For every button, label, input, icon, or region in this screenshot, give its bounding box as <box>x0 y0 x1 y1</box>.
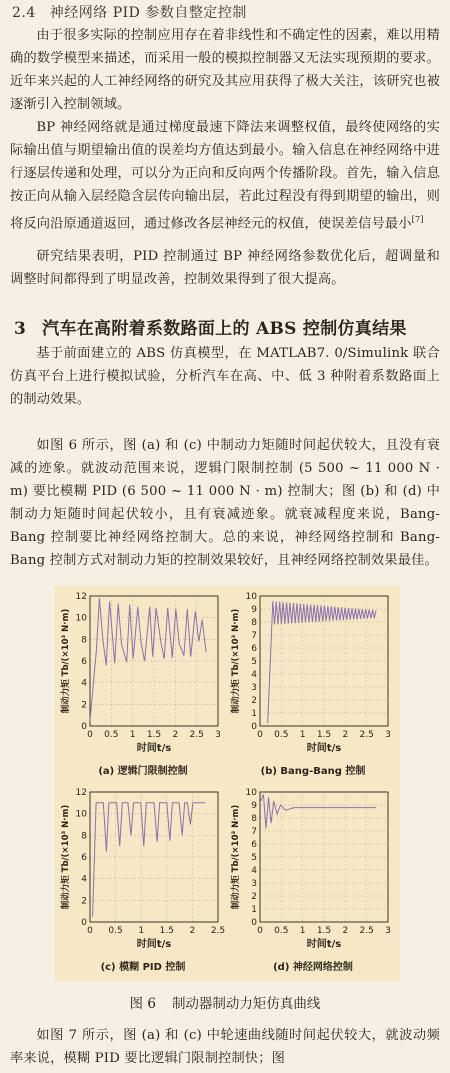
x-tick-label: 0.5 <box>274 926 289 936</box>
y-tick-label: 1 <box>251 905 257 915</box>
y-tick-label: 2 <box>251 892 257 902</box>
y-tick-label: 4 <box>81 874 87 885</box>
y-axis-label: 制动力矩 Tb/(×10³ N·m) <box>231 804 241 910</box>
y-tick-label: 8 <box>251 618 257 628</box>
y-tick-label: 6 <box>251 840 257 850</box>
citation: [7] <box>411 215 424 224</box>
x-tick-label: 1 <box>129 730 136 740</box>
paragraph-2 <box>10 116 440 235</box>
x-axis-label: 时间t/s <box>306 939 342 950</box>
y-tick-label: 0 <box>81 722 87 732</box>
y-tick-label: 0 <box>251 722 257 732</box>
y-tick-label: 10 <box>245 788 257 798</box>
y-tick-label: 12 <box>75 592 87 602</box>
subsection-heading <box>12 2 247 22</box>
caption-c: (c) 模糊 PID 控制 <box>100 962 186 973</box>
y-tick-label: 7 <box>251 631 257 641</box>
chart-d <box>228 786 398 956</box>
y-tick-label: 9 <box>251 605 257 615</box>
y-tick-label: 0 <box>81 918 87 928</box>
paragraph-5: 如图 6 所示，图 (a) 和 (c) 中制动力矩随时间起伏较大，且没有衰减的迹象。就波动范围来说，逻辑门限制控制 (5 500 ~ 11 000 N · m) 要比模糊 PID (6 500 ~ 11 000 N · m) 控制大；图 (b) 和 (d) 中制动力矩随时间起伏较小，且有衰减迹象。就衰减程度来说，Bang-Bang 控制要比神经网络控制大。总的来说，神经网络控制和 Bang-Bang 控制方式对制动力矩的控制效果较好，且神经网络控制效果最佳。 <box>10 438 440 568</box>
section-title: 汽车在高附着系数路面上的 ABS 控制仿真结果 <box>42 319 407 339</box>
x-tick-label: 1.5 <box>316 926 332 936</box>
figure-caption-title: 制动器制动力矩仿真曲线 <box>171 996 321 1012</box>
x-tick-label: 1 <box>138 926 145 936</box>
y-tick-label: 10 <box>75 809 87 820</box>
x-tick-label: 1.5 <box>316 730 332 740</box>
figure-caption-number: 图 6 <box>129 996 156 1012</box>
caption-a: (a) 逻辑门限制控制 <box>98 766 188 777</box>
series-line <box>90 598 206 720</box>
x-tick-label: 3 <box>215 730 221 740</box>
y-tick-label: 4 <box>251 670 257 680</box>
y-tick-label: 5 <box>251 853 257 863</box>
y-tick-label: 6 <box>81 657 87 667</box>
x-tick-label: 1.5 <box>146 730 162 740</box>
y-tick-label: 0 <box>251 918 257 928</box>
chart-a <box>58 590 228 760</box>
paragraph-3: 研究结果表明，PID 控制通过 BP 神经网络参数优化后，超调量和调整时间都得到了明显改善，控制效果得到了很大提高。 <box>10 249 440 287</box>
paragraph-1: 由于很多实际的控制应用存在着非线性和不确定性的因素，难以用精确的数学模型来描述，而采用一般的模拟控制器又无法实现预期的要求。近年来兴起的人工神经网络的研究及其应用获得了极大关注，该研究也被逐渐引入控制领域。 <box>10 28 440 112</box>
paragraph-2-text: BP 神经网络就是通过梯度最速下降法来调整权值，最终使网络的实际输出值与期望输出值的误差均方值达到最小。输入信息在神经网络中进行逐层传递和处理，可以分为正向和反向两个传播阶段。首先，输入信息按正向从输入层经隐含层传向输出层，若此过程没有得到期望的输出，则将反向沿原通道返回，通过修改各层神经元的权值，使误差信号最小 <box>10 120 440 232</box>
y-tick-label: 4 <box>81 678 87 689</box>
y-axis-label: 制动力矩 Tb/(×10³ N·m) <box>231 608 241 714</box>
y-axis-label: 制动力矩 Tb/(×10³ N·m) <box>61 608 71 714</box>
caption-d: (d) 神经网络控制 <box>273 962 353 973</box>
x-tick-label: 2 <box>189 926 196 936</box>
paragraph-6: 如图 7 所示，图 (a) 和 (c) 中轮速曲线随时间起伏较大，就波动频率来说，模糊 PID 要比逻辑门限制控制快；图 <box>10 1028 440 1066</box>
y-tick-label: 6 <box>251 644 257 654</box>
x-axis-label: 时间t/s <box>136 939 172 950</box>
series-line <box>268 601 376 723</box>
x-tick-label: 2.5 <box>359 926 374 936</box>
figure-caption <box>0 992 450 1012</box>
caption-b: (b) Bang-Bang 控制 <box>260 766 366 777</box>
y-tick-label: 10 <box>75 613 87 624</box>
series-line <box>260 795 376 829</box>
y-axis-label: 制动力矩 Tb/(×10³ N·m) <box>61 804 71 910</box>
x-tick-label: 0 <box>87 926 93 936</box>
section-number: 3 <box>14 319 27 339</box>
x-tick-label: 1 <box>299 730 306 740</box>
x-tick-label: 2.5 <box>210 926 226 936</box>
chart-b <box>228 590 398 760</box>
x-tick-label: 2.5 <box>189 730 204 740</box>
y-tick-label: 2 <box>81 896 87 907</box>
x-axis-label: 时间t/s <box>306 743 342 754</box>
y-tick-label: 3 <box>251 683 257 693</box>
y-tick-label: 8 <box>251 814 257 824</box>
chart-c <box>58 786 228 956</box>
y-tick-label: 9 <box>251 801 257 811</box>
x-tick-label: 0 <box>87 730 93 740</box>
x-tick-label: 2 <box>342 926 349 936</box>
x-tick-label: 0.5 <box>104 730 119 740</box>
x-tick-label: 0 <box>257 730 263 740</box>
section-heading <box>14 314 407 339</box>
x-tick-label: 2 <box>342 730 349 740</box>
x-tick-label: 2.5 <box>359 730 374 740</box>
series-line <box>93 803 206 917</box>
y-tick-label: 4 <box>251 866 257 876</box>
y-tick-label: 7 <box>251 827 257 837</box>
y-tick-label: 2 <box>81 700 87 711</box>
subsection-number: 2.4 <box>12 5 36 21</box>
y-tick-label: 5 <box>251 657 257 667</box>
x-axis-label: 时间t/s <box>136 743 172 754</box>
x-tick-label: 1.5 <box>159 926 174 936</box>
x-tick-label: 0 <box>257 926 263 936</box>
x-tick-label: 3 <box>385 730 391 740</box>
y-tick-label: 3 <box>251 879 257 889</box>
paragraph-4: 基于前面建立的 ABS 仿真模型，在 MATLAB7. 0/Simulink 联合仿真平台上进行模拟试验，分析汽车在高、中、低 3 种附着系数路面上的制动效果。 <box>10 346 440 407</box>
x-tick-label: 0.5 <box>274 730 289 740</box>
y-tick-label: 2 <box>251 696 257 706</box>
y-tick-label: 8 <box>81 635 87 646</box>
y-tick-label: 10 <box>245 592 257 602</box>
x-tick-label: 1 <box>299 926 306 936</box>
x-tick-label: 3 <box>385 926 391 936</box>
y-tick-label: 8 <box>81 831 87 842</box>
x-tick-label: 2 <box>172 730 179 740</box>
y-tick-label: 6 <box>81 853 87 863</box>
y-tick-label: 1 <box>251 709 257 719</box>
figure-6 <box>54 586 400 981</box>
x-tick-label: 0.5 <box>108 926 123 936</box>
y-tick-label: 12 <box>75 788 87 798</box>
subsection-title: 神经网络 PID 参数自整定控制 <box>49 5 247 21</box>
